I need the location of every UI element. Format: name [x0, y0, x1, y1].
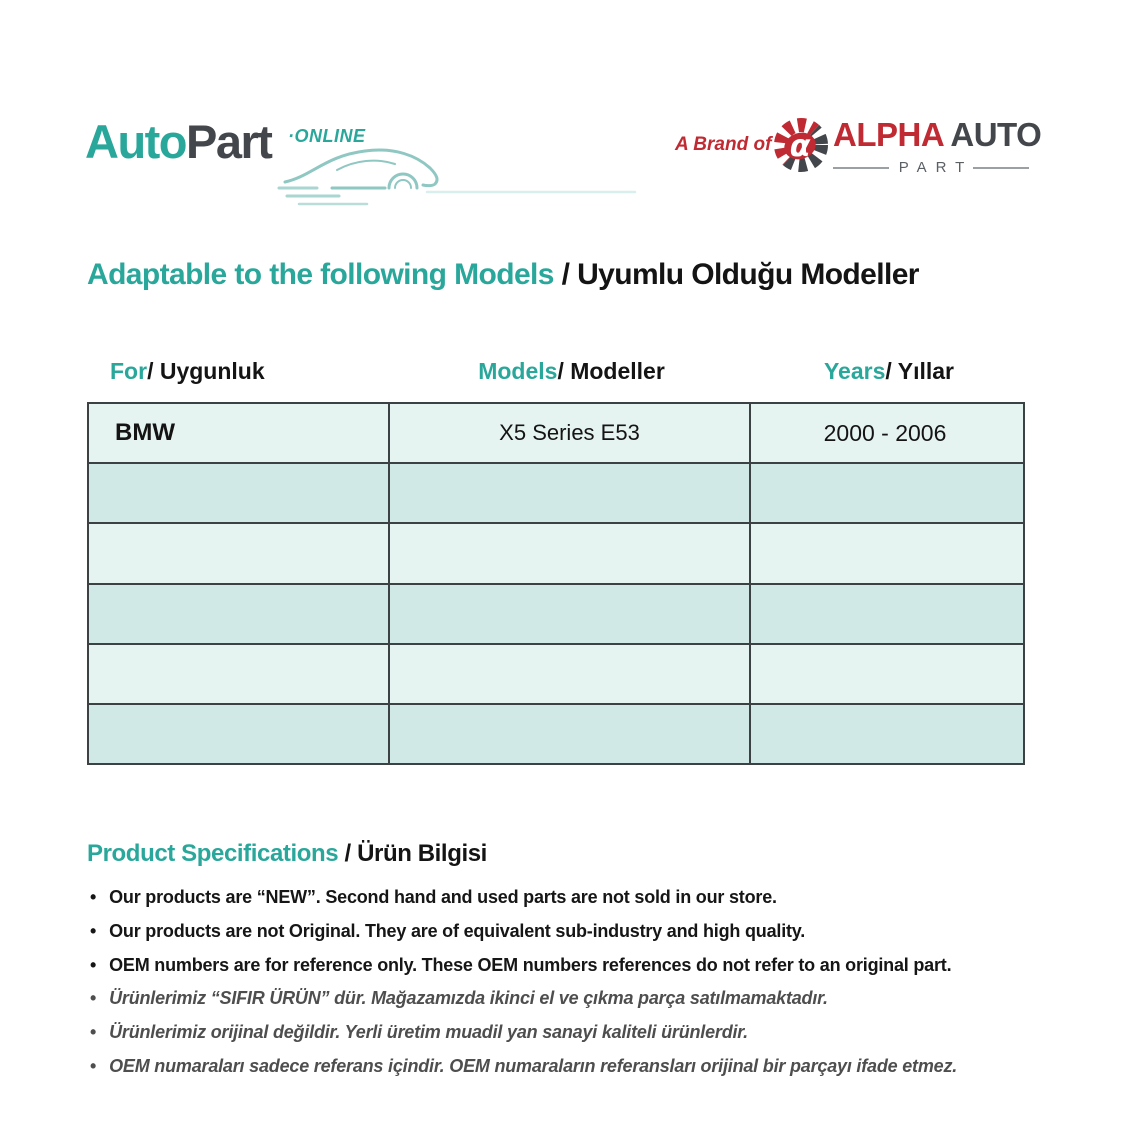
column-header-years-tr: / Yıllar — [885, 358, 955, 384]
cell-years: 2000 - 2006 — [823, 419, 947, 446]
logo-text-online: ·ONLINE — [288, 126, 366, 146]
table-row — [89, 404, 1023, 464]
cell-make — [89, 524, 390, 582]
spec-bullet-tr — [90, 1057, 1040, 1077]
alpha-auto-brand — [675, 110, 1042, 195]
specs-section-title — [87, 841, 487, 867]
gear-alpha-icon — [773, 114, 829, 176]
column-header-models-en: Models — [478, 358, 558, 384]
alpha-auto-wordmark — [833, 118, 1041, 151]
cell-make: BMW — [89, 404, 390, 462]
specs-title-tr: / Ürün Bilgisi — [338, 840, 487, 867]
spec-bullet-tr — [90, 989, 1040, 1009]
column-header-models — [390, 358, 753, 386]
spec-bullet-en — [90, 922, 1040, 942]
cell-model — [390, 585, 751, 643]
cell-model: X5 Series E53 — [390, 404, 751, 462]
spec-bullet-tr — [90, 1023, 1040, 1043]
specs-title-en: Product Specifications — [87, 840, 339, 867]
models-title-tr: / Uyumlu Olduğu Modeller — [553, 258, 919, 291]
table-row — [89, 645, 1023, 705]
cell-model — [390, 524, 751, 582]
logo-text-part: Part — [186, 115, 272, 168]
alpha-symbol: α — [789, 129, 811, 164]
column-header-models-tr: / Modeller — [557, 358, 665, 384]
cell-years — [751, 705, 1019, 763]
column-header-for-en: For — [110, 358, 148, 384]
table-row — [89, 524, 1023, 584]
cell-years — [751, 585, 1019, 643]
cell-model — [390, 645, 751, 703]
models-title-en: Adaptable to the following Models — [87, 258, 554, 291]
brand-text-part: PART — [898, 159, 974, 176]
spec-bullet-text: • Ürünlerimiz “SIFIR ÜRÜN” dür. Mağazamızda ikinci el ve çıkma parça satılmamaktadır. — [109, 988, 828, 1009]
table-row — [89, 705, 1023, 763]
part-left-rule — [833, 167, 889, 169]
cell-make — [89, 645, 390, 703]
fitment-table-headers — [87, 358, 1025, 386]
brand-text-alpha: ALPHA — [833, 116, 943, 153]
part-right-rule — [973, 167, 1029, 169]
fitment-table — [87, 402, 1025, 765]
cell-years — [751, 464, 1019, 522]
brand-of-label: A Brand of — [675, 134, 772, 155]
column-header-years — [753, 358, 1025, 386]
cell-make — [89, 705, 390, 763]
specs-bullet-list — [90, 888, 1040, 1091]
autopart-wordmark — [85, 115, 272, 168]
spec-bullet-en — [90, 956, 1040, 976]
column-header-for — [87, 358, 390, 386]
cell-years — [751, 524, 1019, 582]
cell-make — [89, 585, 390, 643]
table-row — [89, 464, 1023, 524]
column-header-years-en: Years — [823, 358, 886, 384]
spec-bullet-text: • Our products are not Original. They are of equivalent sub-industry and high quality. — [109, 920, 806, 941]
brand-part-row — [833, 160, 1029, 175]
spec-bullet-text: • Our products are “NEW”. Second hand and used parts are not sold in our store. — [109, 887, 777, 907]
table-row — [89, 585, 1023, 645]
cell-years — [751, 645, 1019, 703]
column-header-for-tr: / Uygunluk — [147, 358, 265, 384]
spec-bullet-text: • OEM numbers are for reference only. These OEM numbers references do not refer to an original part. — [109, 954, 952, 975]
spec-bullet-text: • OEM numaraları sadece referans içindir. OEM numaraların referansları orijinal bir parçayı ifade etmez. — [109, 1055, 958, 1076]
cell-model — [390, 705, 751, 763]
autopart-logo — [85, 112, 665, 212]
logo-text-auto: Auto — [85, 115, 187, 168]
spec-bullet-text: • Ürünlerimiz orijinal değildir. Yerli üretim muadil yan sanayi kaliteli ürünlerdir. — [109, 1022, 748, 1043]
cell-make — [89, 464, 390, 522]
cell-model — [390, 464, 751, 522]
brand-text-auto: AUTO — [942, 116, 1042, 153]
spec-bullet-en — [90, 888, 1040, 908]
models-section-title — [87, 258, 919, 291]
